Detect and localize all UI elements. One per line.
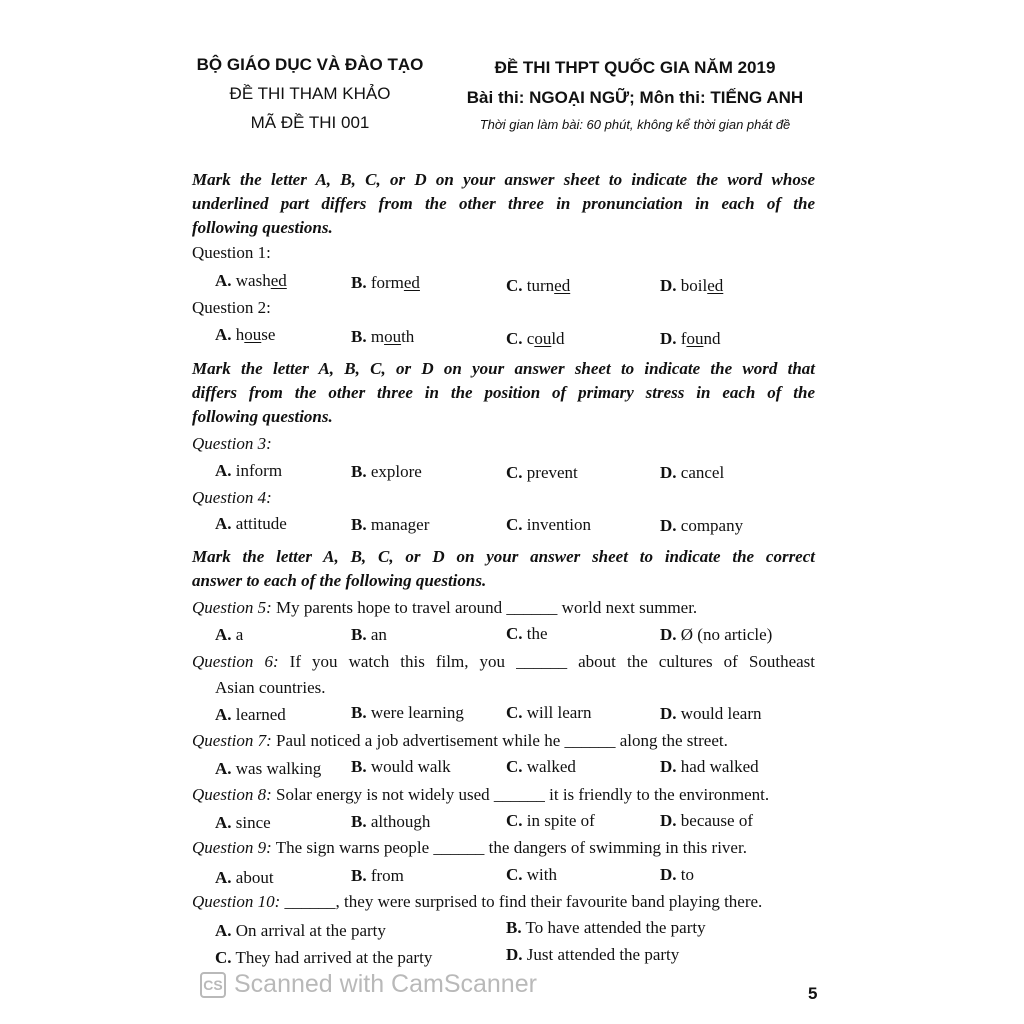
ministry-name: BỘ GIÁO DỤC VÀ ĐÀO TẠO <box>196 55 424 74</box>
camscanner-logo-icon: CS <box>200 972 226 998</box>
q3-option-a[interactable]: A. inform <box>215 461 283 480</box>
camscanner-watermark <box>200 970 537 999</box>
instruction-grammar: Mark the letter A, B, C, or D on your answer sheet to indicate the correct answer to each of the following questions. <box>192 547 815 590</box>
q2-option-d[interactable]: D. found <box>660 329 721 348</box>
exam-title: ĐỀ THI THPT QUỐC GIA NĂM 2019 <box>494 58 776 77</box>
q8-option-b[interactable]: B. although <box>351 812 431 831</box>
q7-option-b[interactable]: B. would walk <box>351 757 451 776</box>
question-4-label: Question 4: <box>192 488 272 507</box>
question-9: Question 9: The sign warns people ______ the dangers of swimming in this river. <box>192 838 747 857</box>
question-1-label: Question 1: <box>192 243 271 262</box>
question-6-continuation: Asian countries. <box>215 678 326 697</box>
exam-type: ĐỀ THI THAM KHẢO <box>229 84 391 103</box>
q2-option-a[interactable]: A. house <box>215 325 276 344</box>
q9-option-c[interactable]: C. with <box>506 865 558 884</box>
q3-option-c[interactable]: C. prevent <box>506 463 578 482</box>
q10-option-b[interactable]: B. To have attended the party <box>506 918 706 937</box>
q5-option-a[interactable]: A. a <box>215 625 244 644</box>
question-3-label: Question 3: <box>192 434 272 453</box>
question-7: Question 7: Paul noticed a job advertisement while he ______ along the street. <box>192 731 728 750</box>
q3-option-b[interactable]: B. explore <box>351 462 422 481</box>
q8-option-a[interactable]: A. since <box>215 813 271 832</box>
q5-option-c[interactable]: C. the <box>506 624 548 643</box>
page-number: 5 <box>808 984 818 1003</box>
q4-option-b[interactable]: B. manager <box>351 515 430 534</box>
q8-option-c[interactable]: C. in spite of <box>506 811 595 830</box>
q1-option-c[interactable]: C. turned <box>506 276 571 295</box>
q6-option-d[interactable]: D. would learn <box>660 704 762 723</box>
q5-option-b[interactable]: B. an <box>351 625 387 644</box>
q10-option-d[interactable]: D. Just attended the party <box>506 945 680 964</box>
q1-option-b[interactable]: B. formed <box>351 273 420 292</box>
instruction-stress: Mark the letter A, B, C, or D on your answer sheet to indicate the word that differs from the other three in the position of primary stress in each of the following questions. <box>192 359 815 426</box>
question-5: Question 5: My parents hope to travel around ______ world next summer. <box>192 598 698 617</box>
q6-option-b[interactable]: B. were learning <box>351 703 464 722</box>
q2-option-c[interactable]: C. could <box>506 329 565 348</box>
exam-code: MÃ ĐỀ THI 001 <box>250 113 370 132</box>
q3-option-d[interactable]: D. cancel <box>660 463 725 482</box>
question-10: Question 10: ______, they were surprised to find their favourite band playing there. <box>192 892 763 911</box>
q7-option-a[interactable]: A. was walking <box>215 759 322 778</box>
question-2-label: Question 2: <box>192 298 271 317</box>
q6-option-a[interactable]: A. learned <box>215 705 286 724</box>
q8-option-d[interactable]: D. because of <box>660 811 753 830</box>
watermark-text: Scanned with CamScanner <box>234 970 537 998</box>
q4-option-c[interactable]: C. invention <box>506 515 591 534</box>
exam-subject: Bài thi: NGOẠI NGỮ; Môn thi: TIẾNG ANH <box>466 88 804 107</box>
question-8: Question 8: Solar energy is not widely used ______ it is friendly to the environment. <box>192 785 770 804</box>
q9-option-b[interactable]: B. from <box>351 866 404 885</box>
q7-option-c[interactable]: C. walked <box>506 757 576 776</box>
q1-option-a[interactable]: A. washed <box>215 271 287 290</box>
q10-option-c[interactable]: C. They had arrived at the party <box>215 948 433 967</box>
question-6: Question 6: If you watch this film, you ______ about the cultures of Southeast <box>192 652 815 671</box>
q7-option-d[interactable]: D. had walked <box>660 757 759 776</box>
q10-option-a[interactable]: A. On arrival at the party <box>215 921 386 940</box>
q5-option-d[interactable]: D. Ø (no article) <box>660 625 773 644</box>
exam-time: Thời gian làm bài: 60 phút, không kể thời gian phát đề <box>479 117 791 132</box>
q4-option-d[interactable]: D. company <box>660 516 744 535</box>
q9-option-a[interactable]: A. about <box>215 868 274 887</box>
q1-option-d[interactable]: D. boiled <box>660 276 724 295</box>
q6-option-c[interactable]: C. will learn <box>506 703 592 722</box>
q4-option-a[interactable]: A. attitude <box>215 514 287 533</box>
q9-option-d[interactable]: D. to <box>660 865 695 884</box>
q2-option-b[interactable]: B. mouth <box>351 327 415 346</box>
instruction-pronunciation: Mark the letter A, B, C, or D on your answer sheet to indicate the word whose underlined part differs from the other three in pronunciation in each of the following questions. <box>192 170 815 237</box>
